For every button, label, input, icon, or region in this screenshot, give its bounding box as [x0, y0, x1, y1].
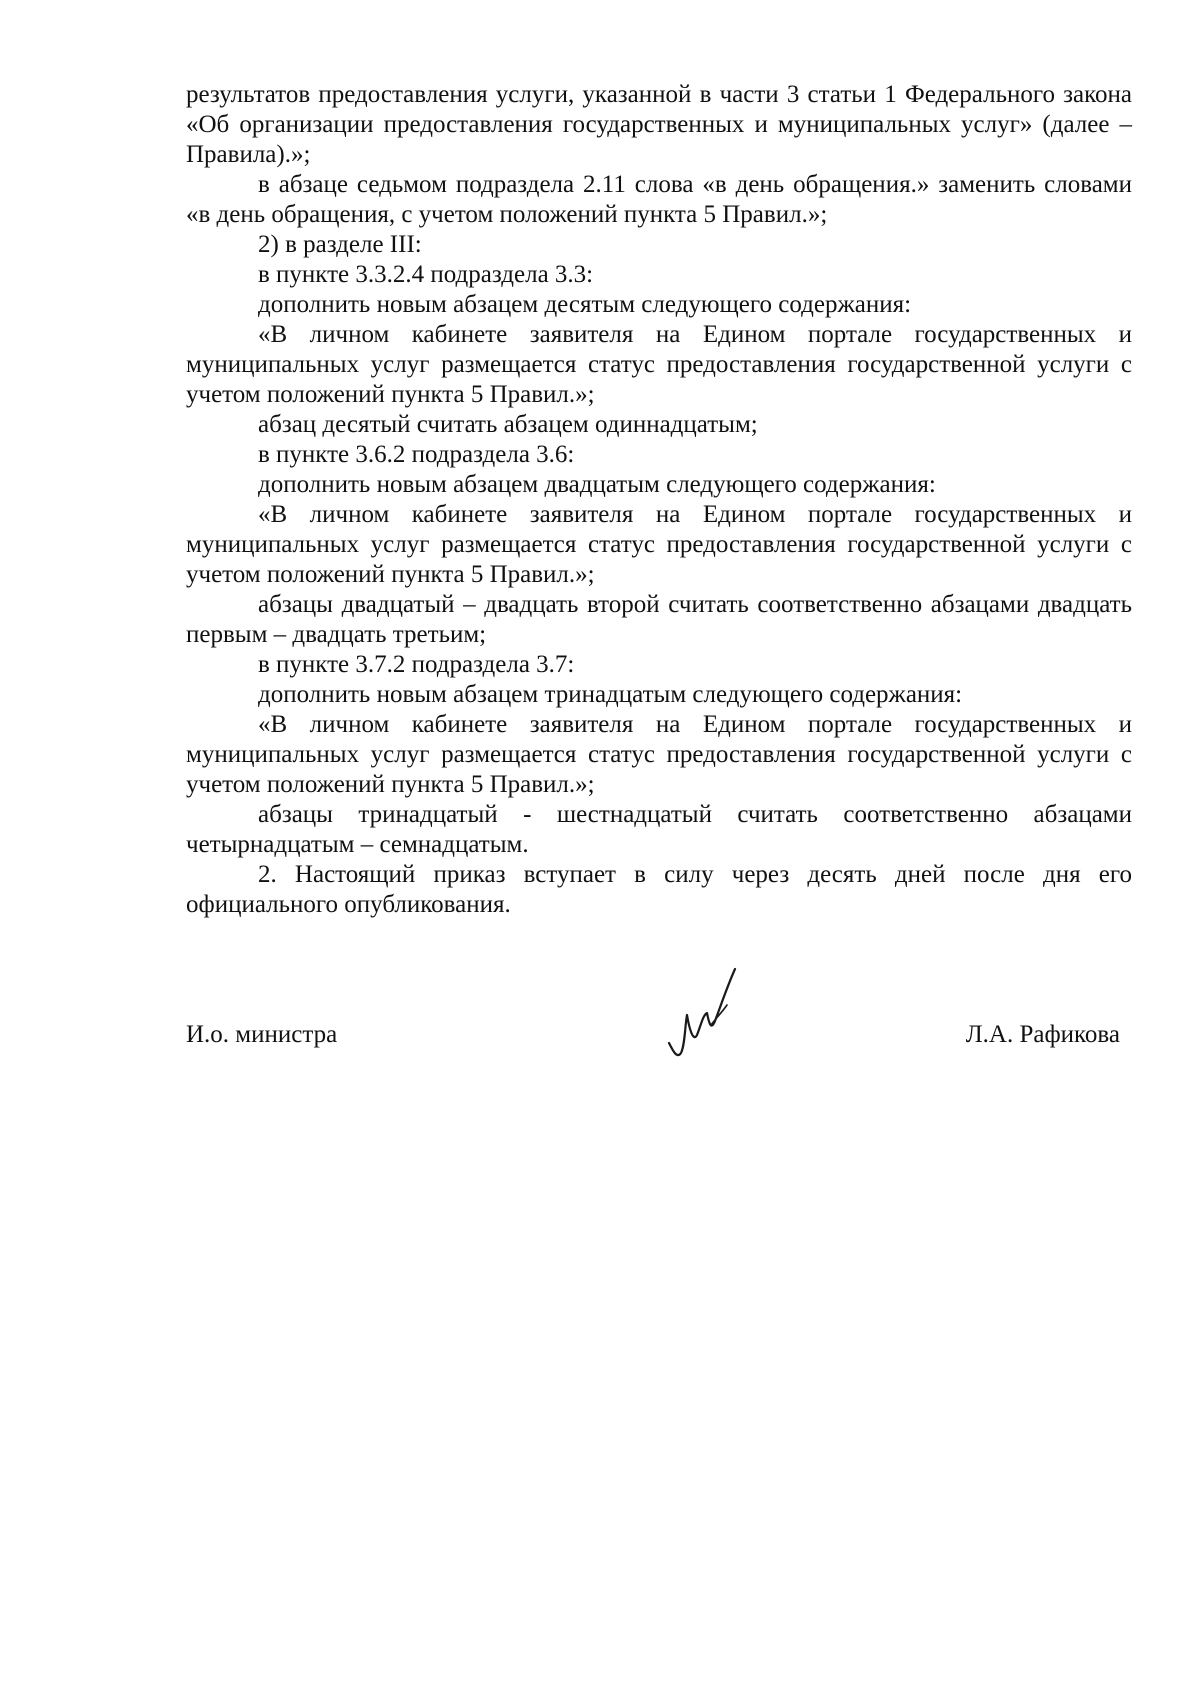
paragraph-quote-1: «В личном кабинете заявителя на Едином портале государственных и муниципальных услуг размещается статус предоставления государственной услуги с учетом положений пункта 5 Правил.»;	[186, 321, 1132, 408]
paragraph-quote-2: «В личном кабинете заявителя на Едином портале государственных и муниципальных услуг размещается статус предоставления государственной услуги с учетом положений пункта 5 Правил.»;	[186, 501, 1132, 588]
paragraph-services-results: результатов предоставления услуги, указанной в части 3 статьи 1 Федерального закона «Об организации предоставления государственных и муниципальных услуг» (далее – Правила).»;	[186, 81, 1132, 168]
paragraph-renumber-tenth: абзац десятый считать абзацем одиннадцатым;	[258, 411, 758, 438]
paragraph-effective-date: 2. Настоящий приказ вступает в силу через десять дней после дня его официального опубликования.	[186, 861, 1132, 918]
paragraph-add-tenth: дополнить новым абзацем десятым следующего содержания:	[258, 291, 912, 318]
paragraph-section-iii: 2) в разделе III:	[258, 231, 422, 258]
paragraph-renumber-thirteenth: абзацы тринадцатый - шестнадцатый считать соответственно абзацами четырнадцатым – семнадцатым.	[186, 801, 1132, 858]
paragraph-add-thirteenth: дополнить новым абзацем тринадцатым следующего содержания:	[258, 681, 963, 708]
paragraph-renumber-twentieth: абзацы двадцатый – двадцать второй считать соответственно абзацами двадцать первым – двадцать третьим;	[186, 591, 1132, 648]
handwritten-signature	[665, 965, 745, 1061]
paragraph-point-3-3-2-4: в пункте 3.3.2.4 подраздела 3.3:	[258, 261, 594, 288]
paragraph-point-3-7-2: в пункте 3.7.2 подраздела 3.7:	[258, 651, 575, 678]
paragraph-point-3-6-2: в пункте 3.6.2 подраздела 3.6:	[258, 441, 575, 468]
paragraph-add-twentieth: дополнить новым абзацем двадцатым следующего содержания:	[258, 471, 936, 498]
signatory-name: Л.А. Рафикова	[965, 1021, 1120, 1048]
signature-block	[186, 1020, 1132, 1080]
paragraph-subsection-2-11: в абзаце седьмом подраздела 2.11 слова «в день обращения.» заменить словами «в день обращения, с учетом положений пункта 5 Правил.»;	[186, 171, 1132, 228]
document-body	[186, 80, 1132, 920]
signatory-position: И.о. министра	[186, 1021, 338, 1048]
paragraph-quote-3: «В личном кабинете заявителя на Едином портале государственных и муниципальных услуг размещается статус предоставления государственной услуги с учетом положений пункта 5 Правил.»;	[186, 711, 1132, 798]
